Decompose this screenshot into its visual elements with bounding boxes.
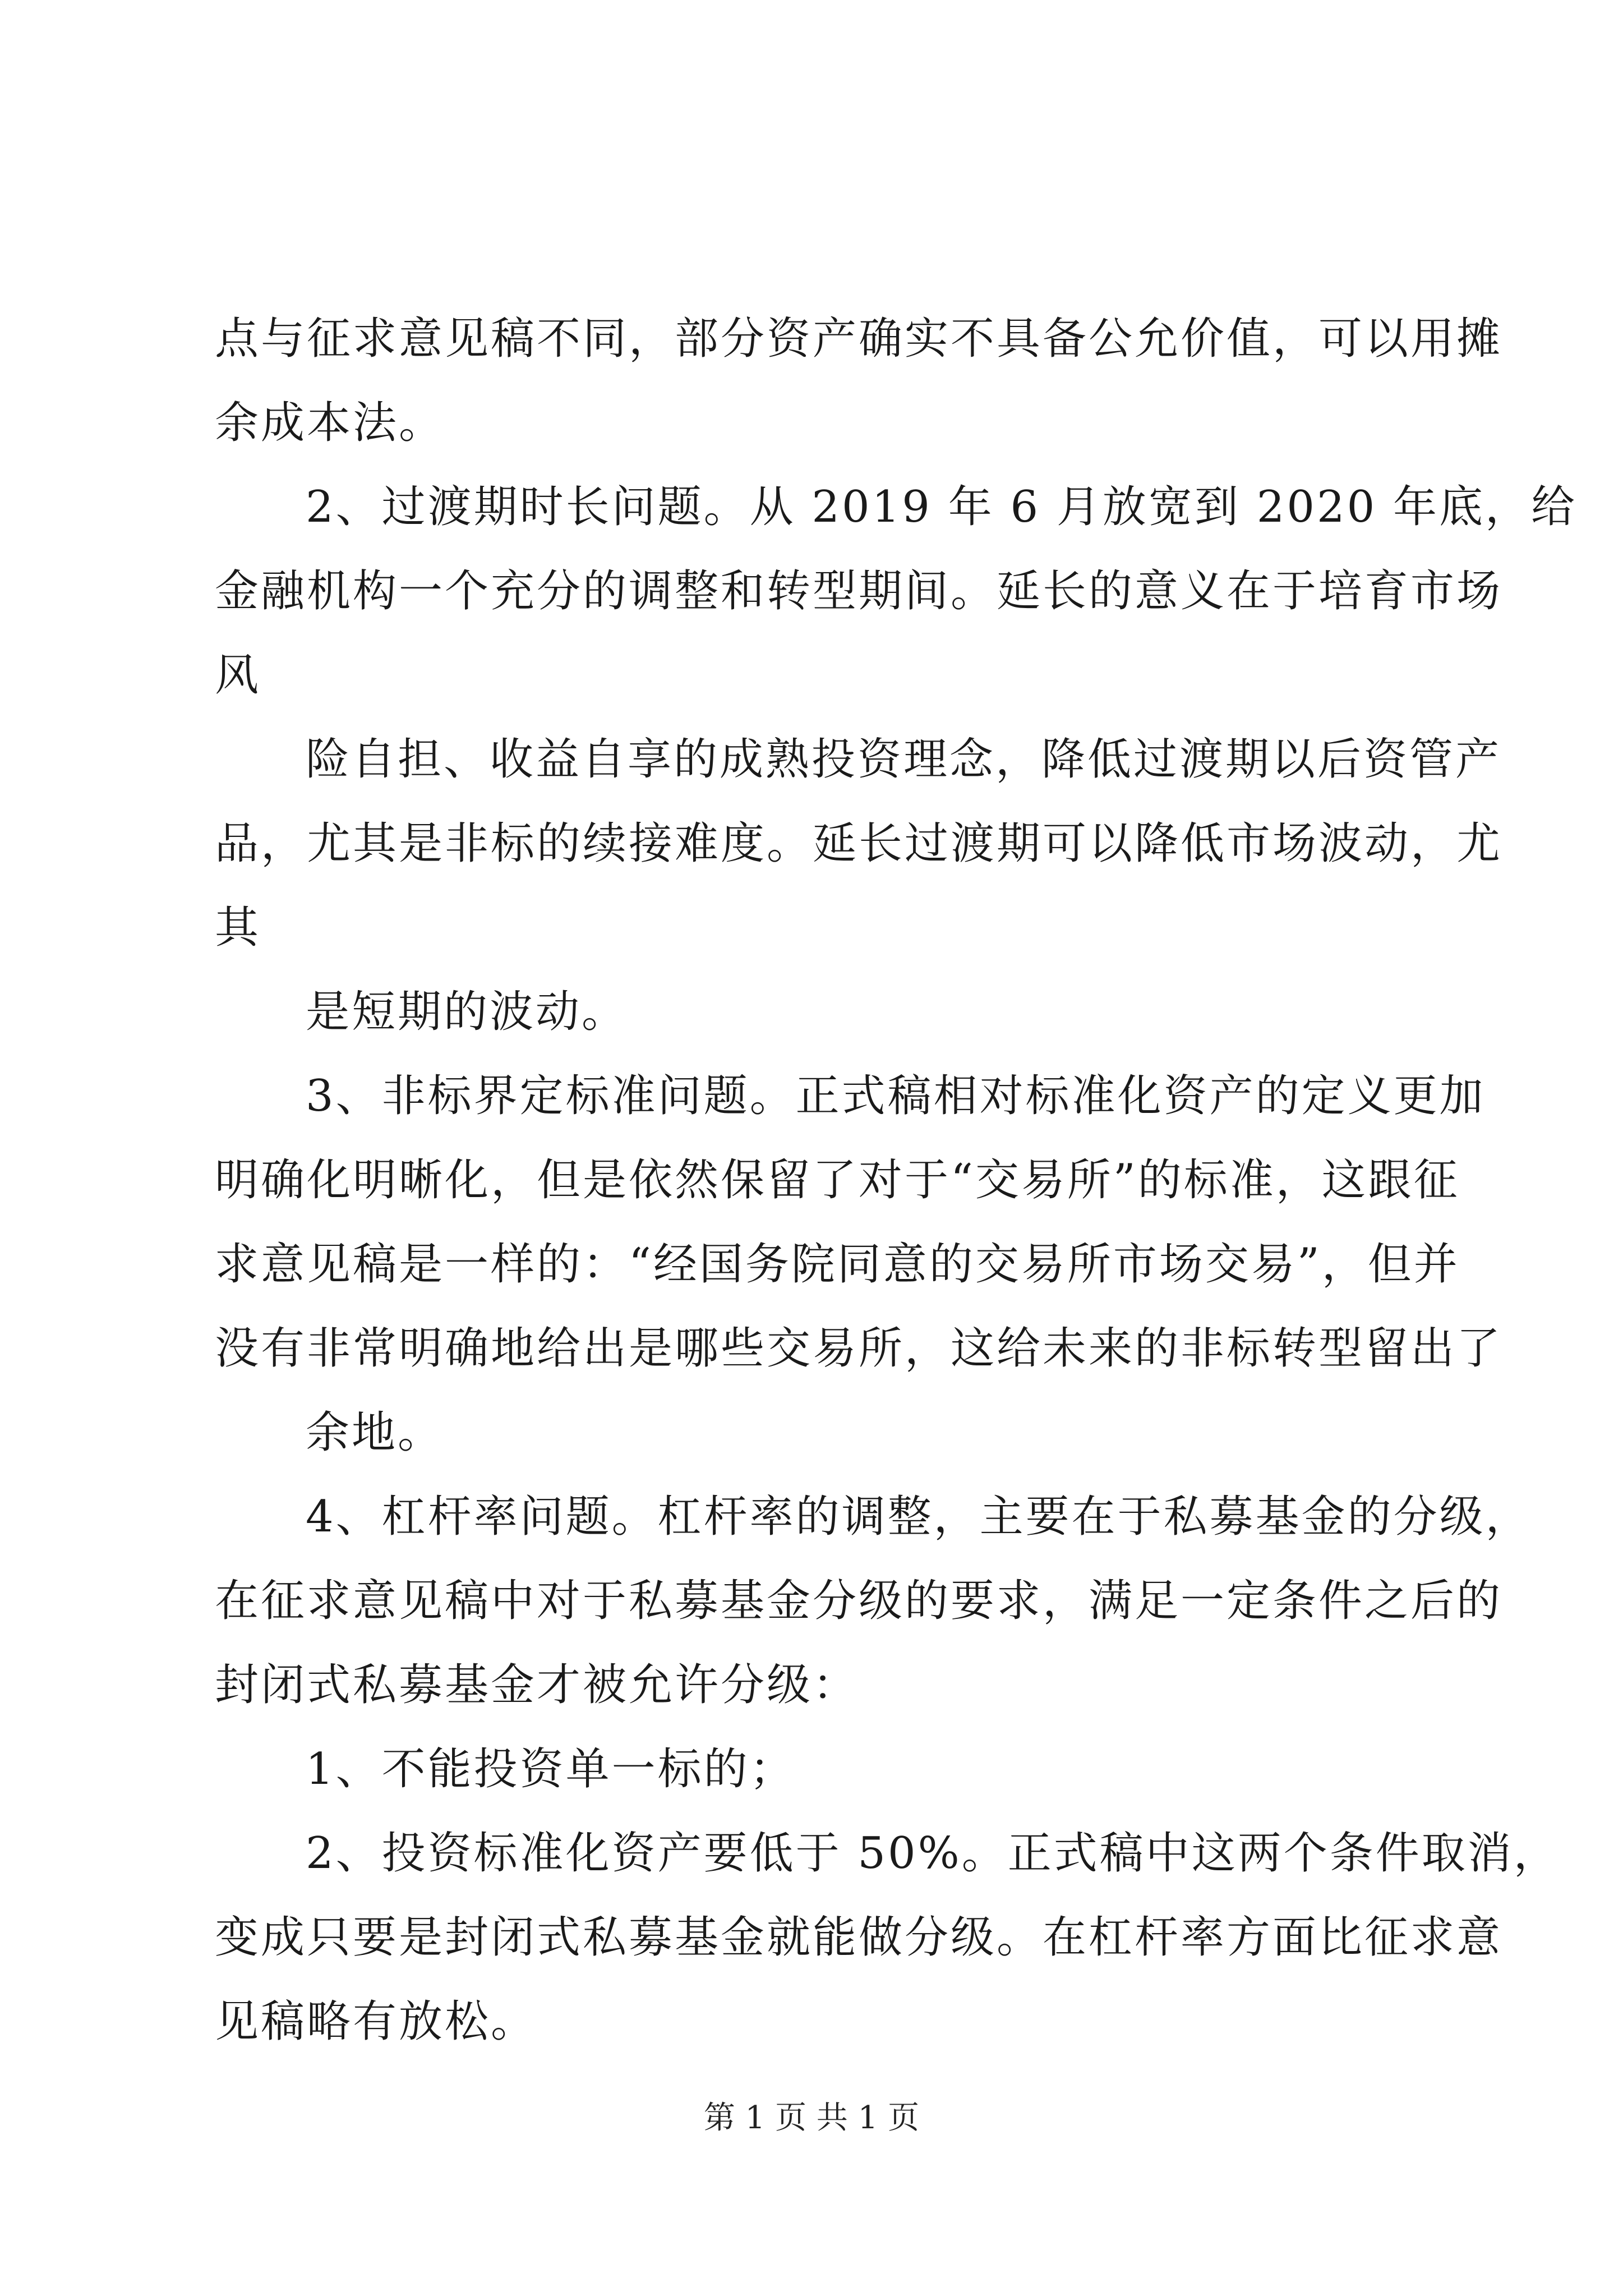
text-line: 是短期的波动。 (306, 987, 628, 1037)
text-line: 险自担、收益自享的成熟投资理念，降低过渡期以后资管产 (306, 734, 1502, 785)
text-line: 余地。 (306, 1407, 444, 1458)
text-line: 没有非常明确地给出是哪些交易所，这给未来的非标转型留出了 (215, 1323, 1503, 1374)
text-line: 金融机构一个充分的调整和转型期间。延长的意义在于培育市场 (215, 566, 1503, 616)
text-line: 点与征求意见稿不同，部分资产确实不具备公允价值，可以用摊 (215, 314, 1503, 364)
text-line: 见稿略有放松。 (215, 1996, 537, 2047)
text-line: 其 (215, 903, 261, 953)
text-line: 余成本法。 (215, 398, 445, 448)
text-line: 1、不能投资单一标的； (306, 1744, 796, 1795)
text-line: 求意见稿是一样的：“经国务院同意的交易所市场交易”，但并 (215, 1239, 1460, 1290)
text-line: 封闭式私募基金才被允许分级： (215, 1660, 859, 1710)
text-line: 变成只要是封闭式私募基金就能做分级。在杠杆率方面比征求意 (215, 1912, 1503, 1963)
text-line: 明确化明晰化，但是依然保留了对于“交易所”的标准，这跟征 (215, 1155, 1460, 1205)
text-line: 3、非标界定标准问题。正式稿相对标准化资产的定义更加 (306, 1071, 1486, 1121)
text-line: 在征求意见稿中对于私募基金分级的要求，满足一定条件之后的 (215, 1576, 1503, 1626)
text-line: 2、过渡期时长问题。从 2019 年 6 月放宽到 2020 年底，给 (306, 482, 1578, 532)
text-line: 4、杠杆率问题。杠杆率的调整，主要在于私募基金的分级， (306, 1492, 1532, 1542)
page-number-footer: 第 1 页 共 1 页 (703, 2100, 920, 2136)
text-line: 风 (215, 650, 261, 701)
text-line: 品，尤其是非标的续接难度。延长过渡期可以降低市场波动，尤 (215, 818, 1503, 869)
text-line: 2、投资标准化资产要低于 50%。正式稿中这两个条件取消， (306, 1828, 1560, 1879)
